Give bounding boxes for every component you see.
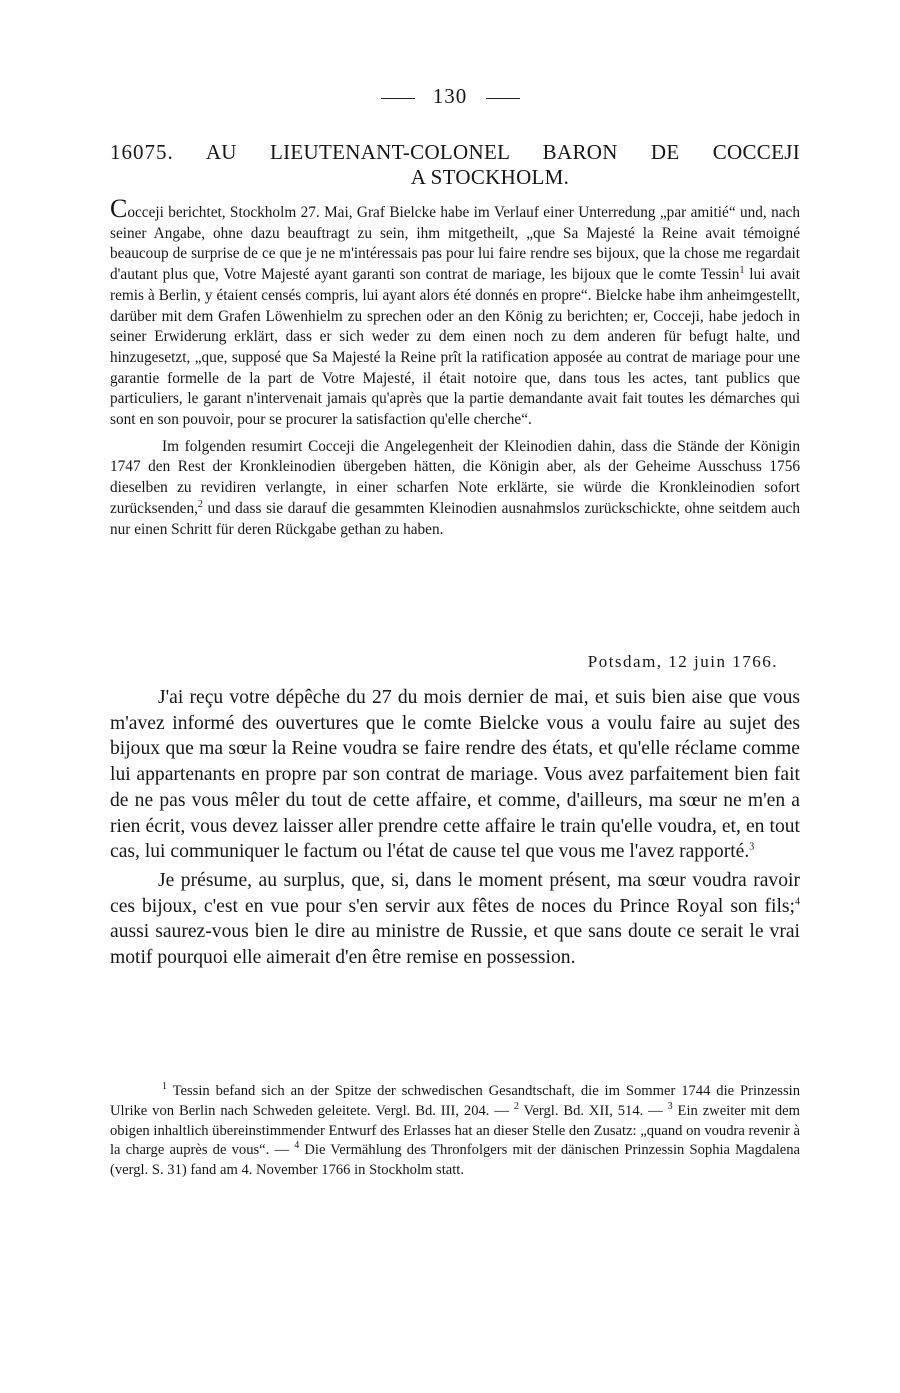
summary-text-1b: lui avait remis à Berlin, y étaient censés compris, lui ayant alors été donnés en propre“. Bielcke habe ihm anheimgestellt, darüber mit dem Grafen Löwenhielm zu sprechen oder an den König zu berichten; er, Cocceji, habe jedoch in seiner Erwiderung erklärt, dass er sich weder zu dem einen noch zu dem anderen für befugt halte, und hinzugesetzt, „que, supposé que Sa Majesté la Reine prît la ratification apposée au contrat de mariage pour une garantie formelle de la part de Votre Majesté, il était notoire que, dans tous les actes, tant publics que particuliers, le garant n'intervenait jamais qu'après que la partie demandante avait fait toutes les démarches qui sont en son pouvoir, pour se procurer la satisfaction qu'elle cherche“. (110, 266, 800, 429)
summary-paragraph-2 (110, 437, 800, 541)
summary-paragraph-1 (110, 194, 800, 431)
letter-paragraph-2 (110, 868, 800, 971)
footnote-mark-2: 2 (513, 1100, 519, 1112)
footnote-ref-4: 4 (795, 896, 800, 908)
drop-cap: C (110, 194, 128, 223)
summary-text-2b: und dass sie darauf die gesammten Kleinodien ausnahmslos zurückschickte, ohne seitdem auch nur einen Schritt für deren Rückgabe gethan zu haben. (110, 499, 800, 538)
editorial-summary (110, 194, 800, 540)
footnote-text-3: Ein zweiter mit dem obigen inhaltlich übereinstimmender Entwurf des Erlasses hat an dieser Stelle den Zusatz: „quand on voudra revenir à la charge auprès de vous“. — (110, 1102, 801, 1159)
heading-line-1 (110, 140, 800, 165)
letter-paragraph-1 (110, 685, 800, 865)
footnote-text-1: Tessin befand sich an der Spitze der schwedischen Gesandtschaft, die im Sommer 1744 die Prinzessin Ulrike von Berlin nach Schweden geleitete. Vergl. Bd. III, 204. — (110, 1083, 800, 1119)
summary-text-2a: Im folgenden resumirt Cocceji die Angelegenheit der Kleinodien dahin, dass die Stände der Königin 1747 den Rest der Kronkleinodien übergeben hätten, die Königin aber, als der Geheime Ausschuss 1756 dieselben zu revidiren verlangte, in einer scharfen Note erklärte, sie würde die Kronkleinodien sofort zurücksenden, (110, 437, 800, 517)
letter-heading (110, 140, 800, 190)
header-dash-right (486, 98, 520, 99)
footnote-ref-2: 2 (197, 498, 203, 510)
footnote-mark-4: 4 (294, 1140, 300, 1152)
dateline: Potsdam, 12 juin 1766. (587, 652, 778, 671)
footnote-ref-3: 3 (749, 841, 755, 853)
footnote-text-4: Die Vermählung des Thronfolgers mit der dänischen Prinzessin Sophia Magdalena (vergl. S. 31) fand am 4. November 1766 in Stockholm statt. (110, 1142, 801, 1179)
header-dash-left (381, 98, 415, 99)
footnotes (110, 1082, 800, 1181)
footnote-mark-1: 1 (162, 1081, 167, 1093)
page-header (0, 84, 900, 109)
footnote-mark-3: 3 (667, 1100, 673, 1112)
letter-body (110, 685, 800, 971)
heading-title: AU LIEUTENANT-COLONEL BARON DE COCCEJI (205, 140, 800, 164)
footnote-ref-1: 1 (739, 265, 745, 277)
page-number: 130 (432, 84, 468, 108)
heading-line-2: A STOCKHOLM. (410, 165, 570, 189)
footnote-block (110, 1082, 800, 1181)
summary-text-1a: occeji berichtet, Stockholm 27. Mai, Graf Bielcke habe im Verlauf einer Unterredung „par amitié“ und, nach seiner Angabe, ohne dazu beauftragt zu sein, ihm mitgetheilt, „que Sa Majesté la Reine avait témoigné beaucoup de surprise de ce que je ne m'intéressais pas pour lui faire rendre ses bijoux, que la chose me regardait d'autant plus que, Votre Majesté ayant garanti son contrat de mariage, les bijoux que le comte Tessin (110, 204, 800, 284)
letter-text-1: J'ai reçu votre dépêche du 27 du mois dernier de mai, et suis bien aise que vous m'avez informé des ouvertures que le comte Bielcke vous a voulu faire au sujet des bijoux que ma sœur la Reine voudra se faire rendre des états, et qu'elle réclame comme lui appartenants en propre par son contrat de mariage. Vous avez parfaitement bien fait de ne pas vous mêler du tout de cette affaire, et comme, d'ailleurs, ma sœur ne m'en a rien écrit, vous devez laisser aller prendre cette affaire le train qu'elle voudra, et, en tout cas, lui communiquer le factum ou l'état de cause tel que vous me l'avez rapporté. (110, 687, 800, 863)
letter-text-2b: aussi saurez-vous bien le dire au ministre de Russie, et que sans doute ce serait le vrai motif pourquoi elle aimerait d'en être remise en possession. (110, 921, 800, 969)
letter-text-2a: Je présume, au surplus, que, si, dans le moment présent, ma sœur voudra ravoir ces bijoux, c'est en vue pour s'en servir aux fêtes de noces du Prince Royal son fils; (110, 869, 800, 917)
letter-number: 16075. (110, 140, 174, 164)
footnote-text-2: Vergl. Bd. XII, 514. — (518, 1102, 668, 1119)
